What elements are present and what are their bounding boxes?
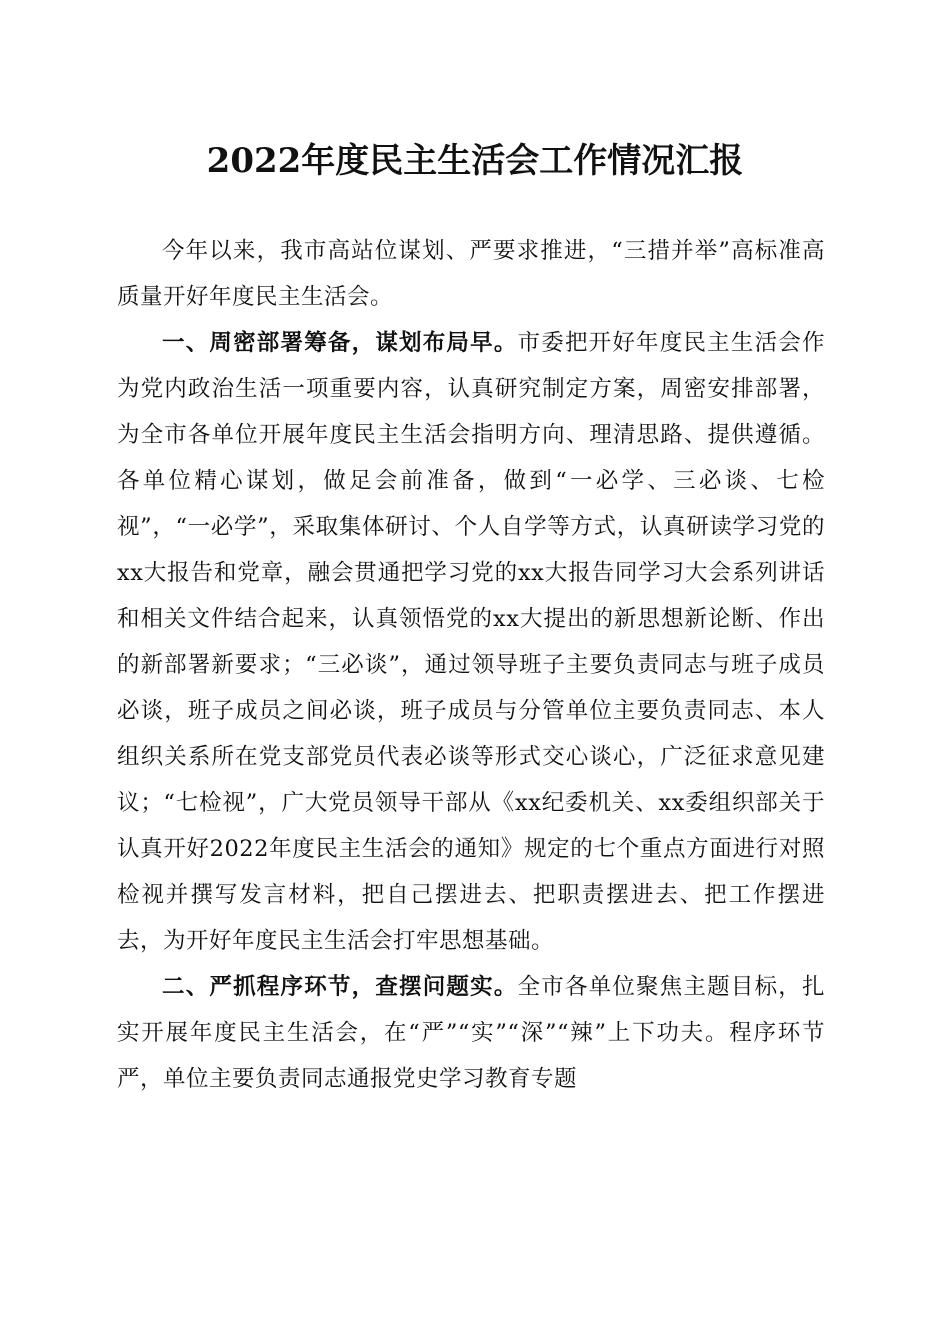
document-title: 2022年度民主生活会工作情况汇报 <box>206 141 744 181</box>
paragraph-intro-text: 今年以来，我市高站位谋划、严要求推进，“三措并举”高标准高质量开好年度民主生活会。 <box>117 238 825 310</box>
section-2-text: 全市各单位聚焦主题目标，扎实开展年度民主生活会，在“严”“实”“深”“辣”上下功夫。程序环节严，单位主要负责同志通报党史学习教育专题 <box>117 974 825 1092</box>
section-1-heading: 一、周密部署筹备，谋划布局早。 <box>162 330 518 356</box>
section-1-text: 市委把开好年度民主生活会作为党内政治生活一项重要内容，认真研究制定方案，周密安排部署，为全市各单位开展年度民主生活会指明方向、理清思路、提供遵循。各单位精心谋划，做足会前准备，做到“一必学、三必谈、七检视”，“一必学”，采取集体研讨、个人自学等方式，认真研读学习党的xx大报告和党章，融会贯通把学习党的xx大报告同学习大会系列讲话和相关文件结合起来，认真领悟党的xx大提出的新思想新论断、作出的新部署新要求；“三必谈”，通过领导班子主要负责同志与班子成员必谈，班子成员之间必谈，班子成员与分管单位主要负责同志、本人组织关系所在党支部党员代表必谈等形式交心谈心，广泛征求意见建议；“七检视”，广大党员领导干部从《xx纪委机关、xx委组织部关于认真开好2022年度民主生活会的通知》规定的七个重点方面进行对照检视并撰写发言材料，把自己摆进去、把职责摆进去、把工作摆进去，为开好年度民主生活会打牢思想基础。 <box>117 330 825 954</box>
section-2-heading: 二、严抓程序环节，查摆问题实。 <box>162 974 518 1000</box>
paragraph-intro <box>117 228 825 320</box>
paragraph-section-1 <box>117 320 825 964</box>
document-body <box>117 228 825 1102</box>
paragraph-section-2 <box>117 964 825 1102</box>
